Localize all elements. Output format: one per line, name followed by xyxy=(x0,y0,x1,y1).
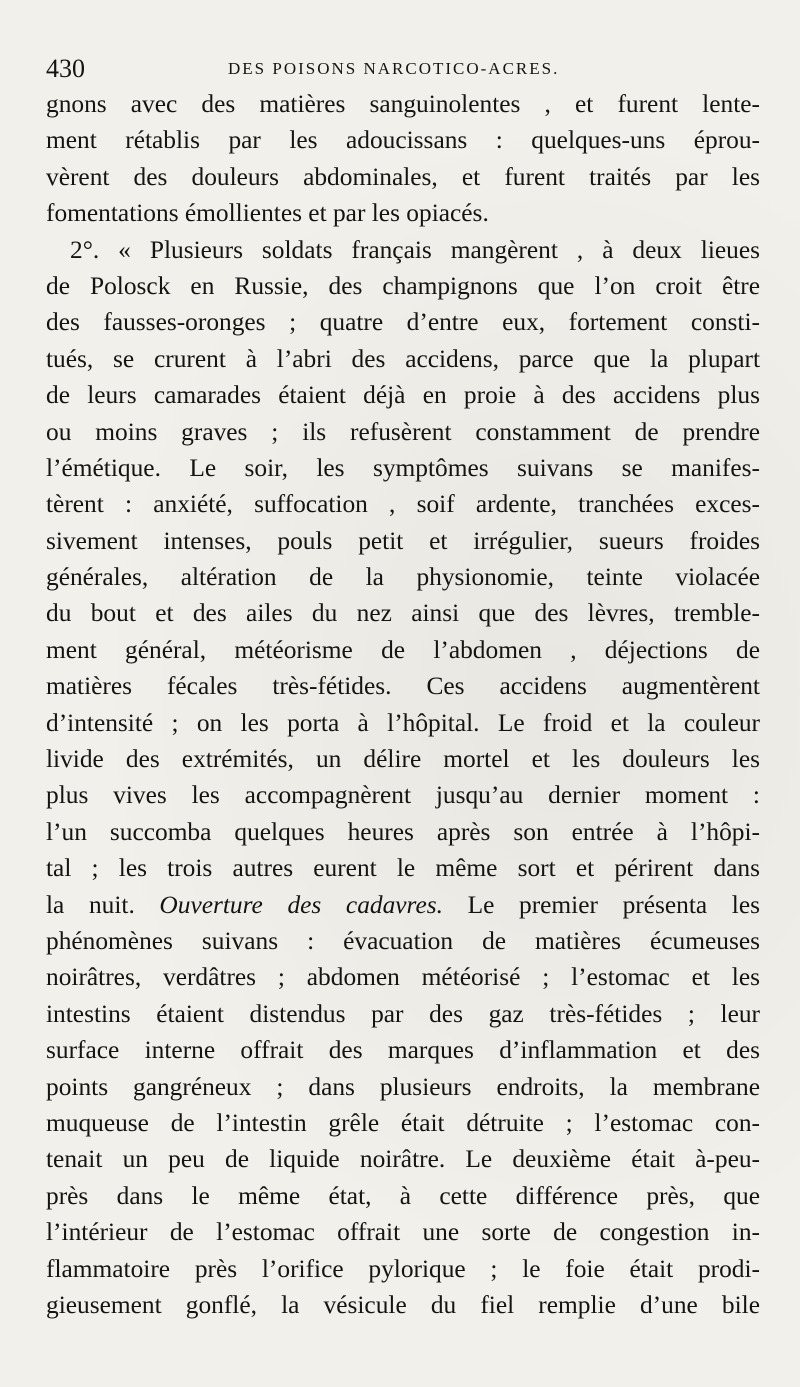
text-line xyxy=(46,887,760,923)
paragraph-1 xyxy=(46,86,760,232)
text-line: points gangréneux ; dans plusieurs endroits, la membrane xyxy=(46,1072,760,1101)
text-line: des fausses-oronges ; quatre d’entre eux, fortement consti- xyxy=(46,308,760,337)
paragraph-2 xyxy=(46,232,760,1324)
text-line: tués, se crurent à l’abri des accidens, parce que la plupart xyxy=(46,344,760,373)
body-text xyxy=(46,86,760,1323)
text-line: l’un succomba quelques heures après son entrée à l’hôpi- xyxy=(46,817,760,846)
text-line: flammatoire près l’orifice pylorique ; le foie était prodi- xyxy=(46,1254,760,1283)
text-line: gieusement gonflé, la vésicule du fiel remplie d’une bile xyxy=(46,1290,760,1319)
text-line: tèrent : anxiété, suffocation , soif ardente, tranchées exces- xyxy=(46,490,760,519)
text-line: de leurs camarades étaient déjà en proie à des accidens plus xyxy=(46,381,760,410)
text-line: générales, altération de la physionomie, teinte violacée xyxy=(46,563,760,592)
text-line: l’intérieur de l’estomac offrait une sorte de congestion in- xyxy=(46,1218,760,1247)
text-line: surface interne offrait des marques d’inflammation et des xyxy=(46,1036,760,1065)
text-line: l’émétique. Le soir, les symptômes suivans se manifes- xyxy=(46,453,760,482)
text-line: 2°. « Plusieurs soldats français mangèrent , à deux lieues xyxy=(70,235,760,264)
text-line: sivement intenses, pouls petit et irrégulier, sueurs froides xyxy=(46,526,760,555)
text-line: de Polosck en Russie, des champignons que l’on croit être xyxy=(46,271,760,300)
text-line: tenait un peu de liquide noirâtre. Le deuxième était à-peu- xyxy=(46,1145,760,1174)
text-line: noirâtres, verdâtres ; abdomen météorisé ; l’estomac et les xyxy=(46,963,760,992)
page-number: 430 xyxy=(46,54,85,83)
text-line: fomentations émollientes et par les opiacés. xyxy=(46,199,489,228)
text-run: la nuit. xyxy=(46,890,160,919)
text-run: Le premier présenta les xyxy=(442,890,760,919)
text-line: tal ; les trois autres eurent le même sort et périrent dans xyxy=(46,854,760,883)
text-line: ment rétablis par les adoucissans : quelques-uns éprou- xyxy=(46,126,760,155)
text-line: matières fécales très-fétides. Ces accidens augmentèrent xyxy=(46,672,760,701)
text-line: près dans le même état, à cette différence près, que xyxy=(46,1181,760,1210)
section-heading-italic: Ouverture des cadavres. xyxy=(159,890,443,919)
text-line: d’intensité ; on les porta à l’hôpital. Le froid et la couleur xyxy=(46,708,760,737)
text-line: du bout et des ailes du nez ainsi que des lèvres, tremble- xyxy=(46,599,760,628)
text-line: ou moins graves ; ils refusèrent constamment de prendre xyxy=(46,417,760,446)
text-line: vèrent des douleurs abdominales, et furent traités par les xyxy=(46,162,760,191)
text-line: livide des extrémités, un délire mortel et les douleurs les xyxy=(46,745,760,774)
text-line: phénomènes suivans : évacuation de matières écumeuses xyxy=(46,926,760,955)
text-line: intestins étaient distendus par des gaz très-fétides ; leur xyxy=(46,999,760,1028)
text-line: plus vives les accompagnèrent jusqu’au dernier moment : xyxy=(46,781,760,810)
running-head xyxy=(46,52,760,86)
text-line: ment général, météorisme de l’abdomen , déjections de xyxy=(46,635,760,664)
running-title: DES POISONS NARCOTICO-ACRES. xyxy=(228,59,560,78)
text-line: muqueuse de l’intestin grêle était détruite ; l’estomac con- xyxy=(46,1108,760,1137)
text-line: gnons avec des matières sanguinolentes , et furent lente- xyxy=(46,90,760,118)
